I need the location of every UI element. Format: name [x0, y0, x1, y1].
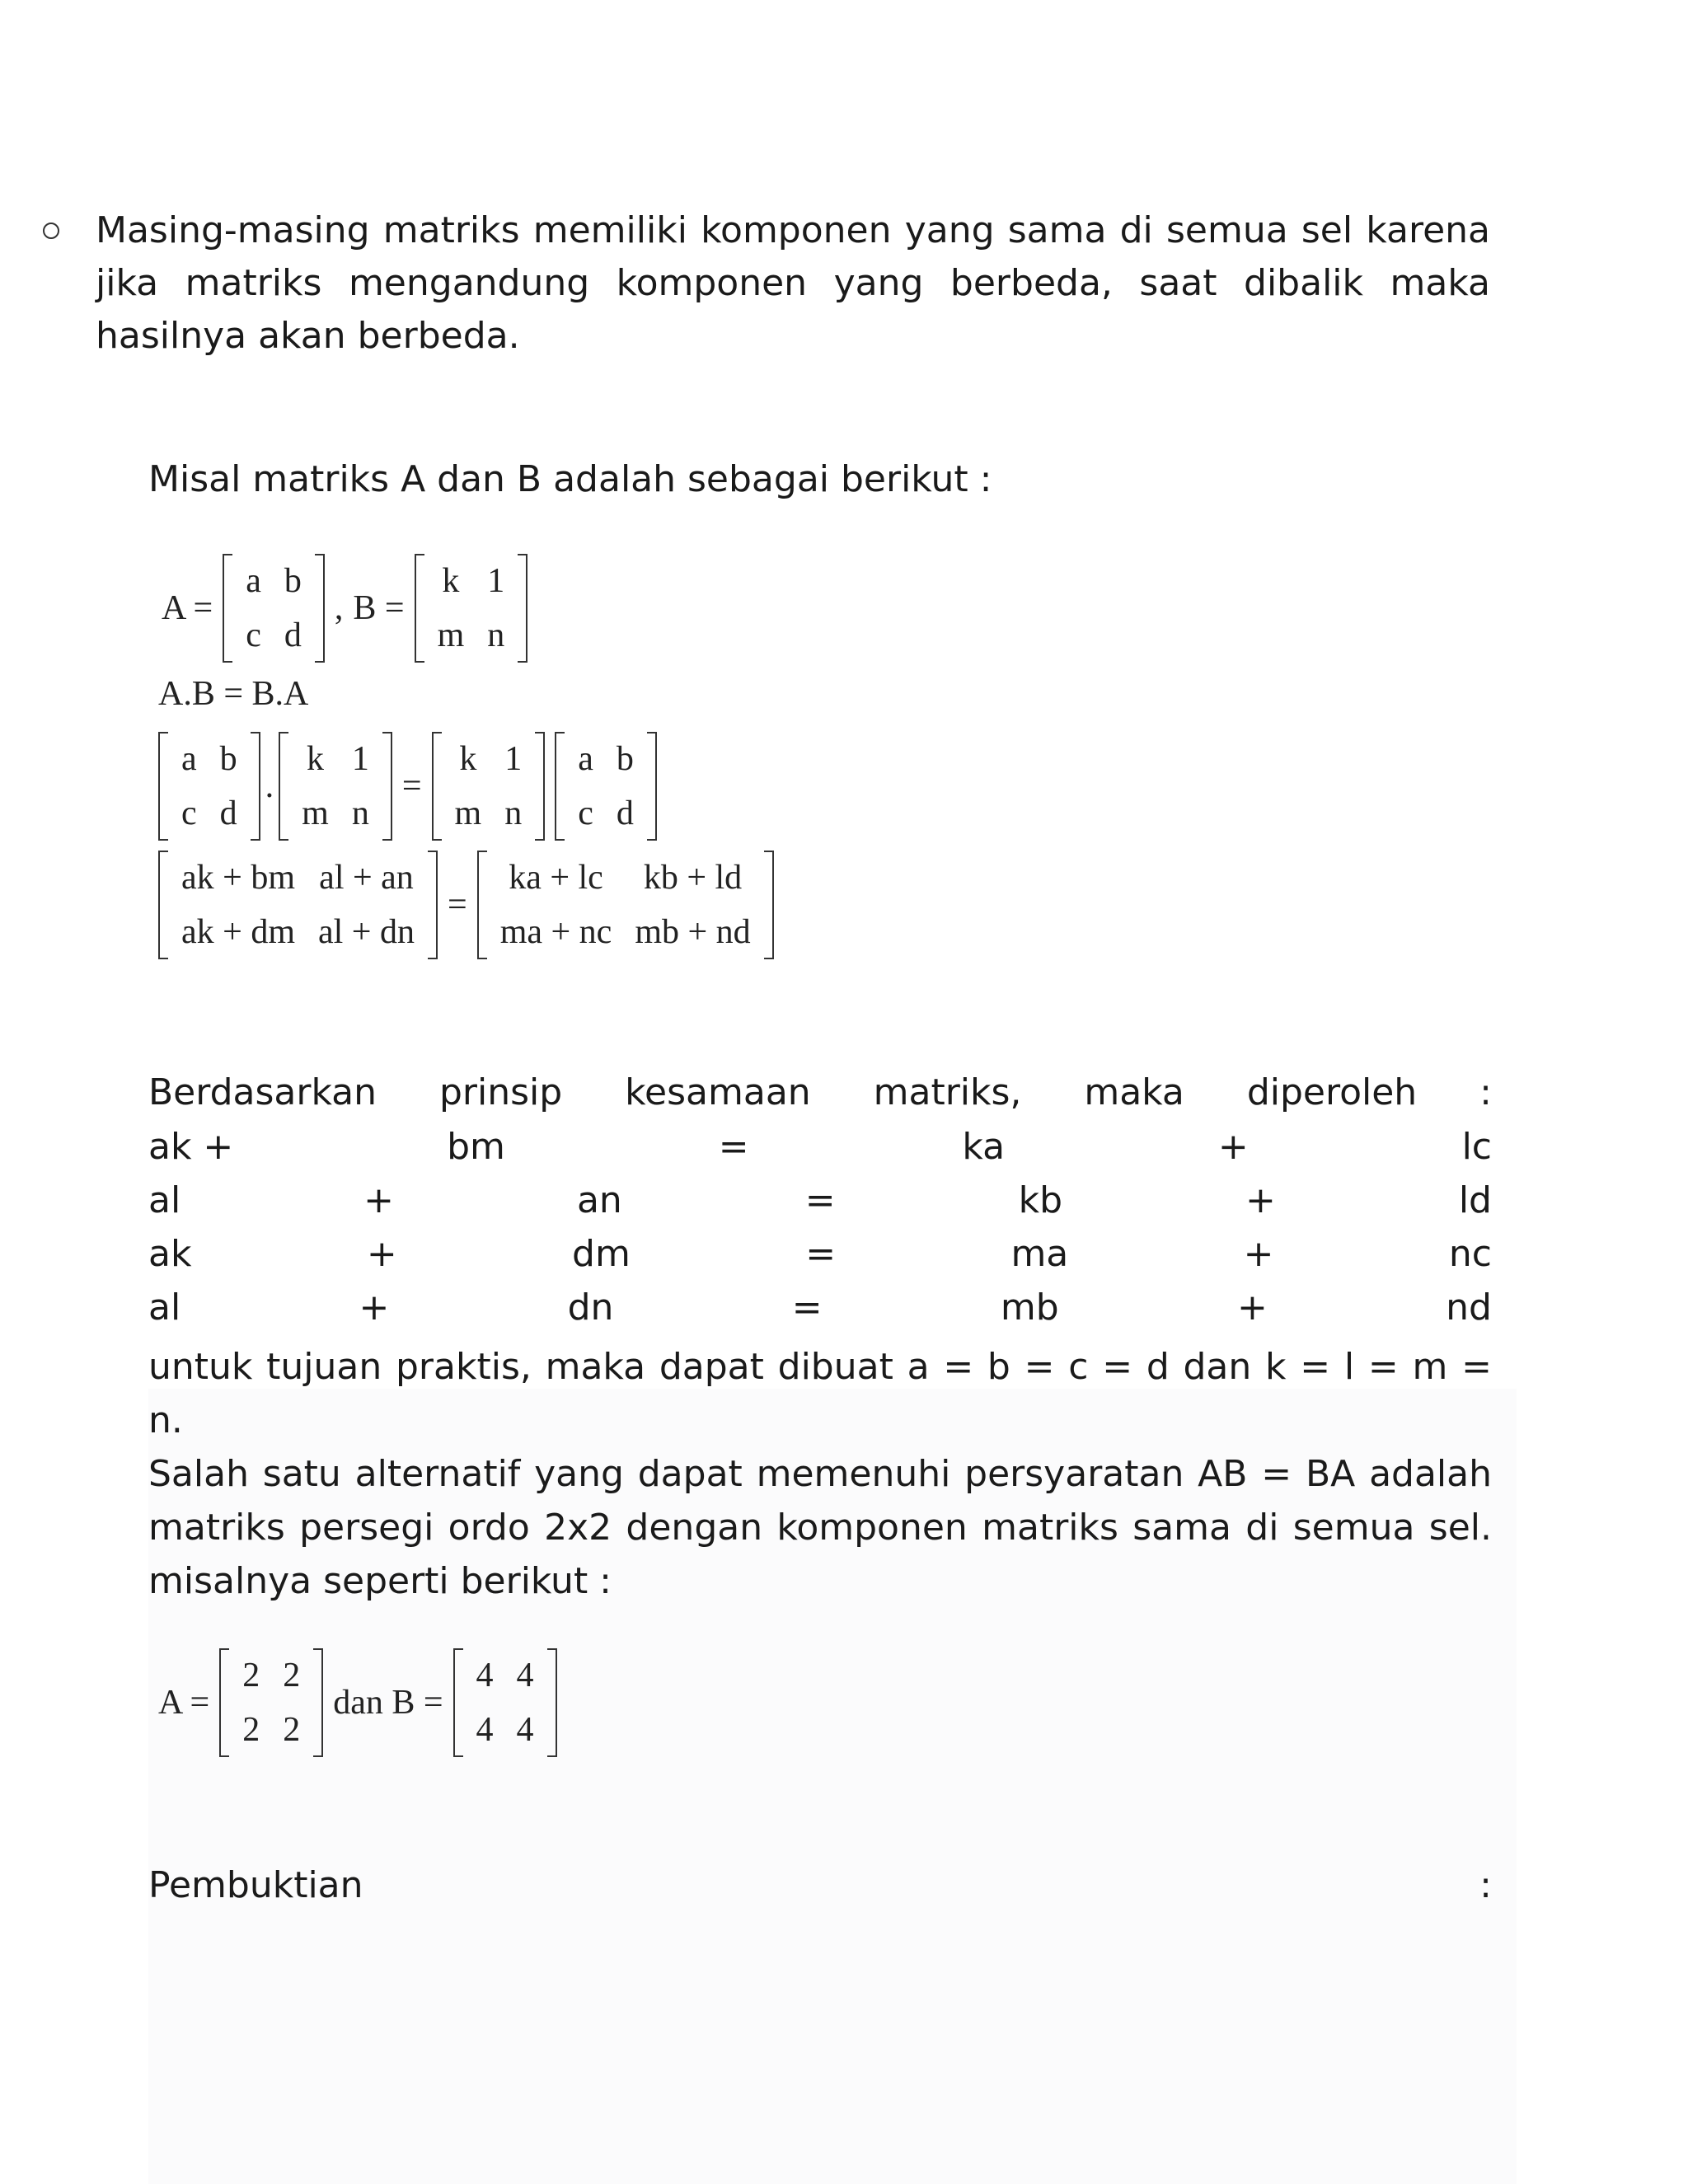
term: nd — [1446, 1286, 1492, 1329]
term: + — [363, 1179, 395, 1221]
dan-b-label: dan B = — [333, 1684, 443, 1722]
equation-line-4 — [148, 1286, 1492, 1329]
equation-line-3 — [148, 1233, 1492, 1275]
a-label: A = — [158, 1684, 210, 1722]
cell: ma + nc — [499, 913, 612, 951]
word: matriks, — [873, 1071, 1022, 1113]
matrix-right-product — [477, 851, 774, 959]
example-matrix-b — [453, 1648, 557, 1757]
matrix-b — [415, 554, 528, 663]
term: + — [1217, 1126, 1249, 1168]
term: + — [366, 1233, 397, 1275]
word: prinsip — [438, 1071, 563, 1113]
matrix-b — [432, 732, 546, 841]
cell: 2 — [283, 1657, 301, 1694]
cell: d — [219, 794, 237, 832]
alternative-paragraph: Salah satu alternatif yang dapat memenuhi persyaratan AB = BA adalah matriks persegi ordo 2x2 dengan komponen matriks sama di semua sel. misalnya seperti berikut : — [148, 1453, 1492, 1602]
term: = — [718, 1126, 749, 1168]
term: al — [148, 1286, 181, 1329]
cell: m — [302, 794, 329, 832]
cell: m — [454, 794, 482, 832]
b-label: B = — [353, 589, 405, 627]
term: dm — [572, 1233, 631, 1275]
equation-line-2 — [148, 1179, 1492, 1221]
term: ma — [1010, 1233, 1069, 1275]
cell: m — [437, 616, 465, 654]
cell: a — [246, 562, 261, 600]
matrix-left-product — [158, 851, 438, 959]
cell: 4 — [516, 1657, 534, 1694]
cell: a — [578, 740, 593, 778]
cell: d — [284, 616, 302, 654]
word: diperoleh — [1246, 1071, 1418, 1113]
term: dn — [567, 1286, 614, 1329]
a-label: A = — [162, 589, 213, 627]
cell: 2 — [283, 1711, 301, 1749]
proof-colon: : — [1479, 1864, 1492, 1906]
cell: k — [459, 740, 477, 778]
cell: 2 — [242, 1657, 260, 1694]
proof-heading — [148, 1864, 1492, 1906]
term: kb — [1018, 1179, 1063, 1221]
cell: c — [246, 616, 261, 654]
cell: al + dn — [318, 913, 415, 951]
word: kesamaan — [625, 1071, 811, 1113]
bullet-circle-icon — [43, 223, 59, 239]
cell: b — [284, 562, 302, 600]
matrix-a — [223, 554, 325, 663]
dot: . — [265, 767, 274, 805]
proof-label: Pembuktian — [148, 1864, 363, 1906]
cell: n — [487, 616, 505, 654]
cell: ak + bm — [181, 859, 295, 897]
term: nc — [1448, 1233, 1492, 1275]
term: ak — [148, 1233, 192, 1275]
cell: n — [351, 794, 369, 832]
term: al — [148, 1179, 181, 1221]
cell: 1 — [487, 562, 505, 600]
cell: ak + dm — [181, 913, 295, 951]
term: ak + — [148, 1126, 234, 1168]
example-matrices — [153, 1648, 562, 1757]
term: ld — [1458, 1179, 1492, 1221]
cell: c — [181, 794, 197, 832]
cell: n — [504, 794, 523, 832]
cell: 4 — [516, 1711, 534, 1749]
product-result-equation — [153, 851, 779, 959]
cell: c — [578, 794, 593, 832]
equals-sign: = — [448, 886, 467, 924]
term: lc — [1461, 1126, 1492, 1168]
term: an — [576, 1179, 622, 1221]
term: = — [805, 1233, 837, 1275]
example-matrix-a — [219, 1648, 323, 1757]
principle-line — [148, 1071, 1492, 1113]
cell: ka + lc — [509, 859, 603, 897]
cell: k — [306, 740, 324, 778]
term: = — [804, 1179, 836, 1221]
cell: 4 — [476, 1657, 494, 1694]
equals-sign: = — [401, 767, 422, 805]
term: + — [1245, 1179, 1276, 1221]
matrix-a — [158, 732, 260, 841]
cell: al + an — [319, 859, 414, 897]
term: = — [791, 1286, 823, 1329]
intro-text: Misal matriks A dan B adalah sebagai berikut : — [148, 458, 992, 500]
cell: a — [181, 740, 197, 778]
cell: d — [616, 794, 634, 832]
matrix-b — [279, 732, 392, 841]
bullet-paragraph: Masing-masing matriks memiliki komponen yang sama di semua sel karena jika matriks mengandung komponen yang berbeda, saat dibalik maka hasilnya akan berbeda. — [96, 209, 1490, 357]
term: mb — [1000, 1286, 1059, 1329]
equation-ab-ba: A.B = B.A — [158, 675, 309, 713]
cell: kb + ld — [643, 859, 743, 897]
term: + — [1243, 1233, 1274, 1275]
cell: 2 — [242, 1711, 260, 1749]
cell: 4 — [476, 1711, 494, 1749]
cell: b — [219, 740, 237, 778]
term: + — [1236, 1286, 1268, 1329]
cell: 1 — [504, 740, 523, 778]
word: : — [1479, 1071, 1492, 1113]
cell: k — [442, 562, 460, 600]
comma: , — [334, 589, 344, 627]
word: Berdasarkan — [148, 1071, 377, 1113]
matrix-a — [555, 732, 657, 841]
matrix-product-equation — [153, 732, 662, 841]
cell: mb + nd — [635, 913, 751, 951]
cell: 1 — [351, 740, 369, 778]
term: ka — [962, 1126, 1006, 1168]
matrix-definition — [157, 554, 532, 663]
practical-note: untuk tujuan praktis, maka dapat dibuat a = b = c = d dan k = l = m = n. — [148, 1346, 1492, 1441]
word: maka — [1084, 1071, 1184, 1113]
term: bm — [447, 1126, 505, 1168]
equation-line-1 — [148, 1126, 1492, 1168]
cell: b — [616, 740, 634, 778]
term: + — [359, 1286, 390, 1329]
